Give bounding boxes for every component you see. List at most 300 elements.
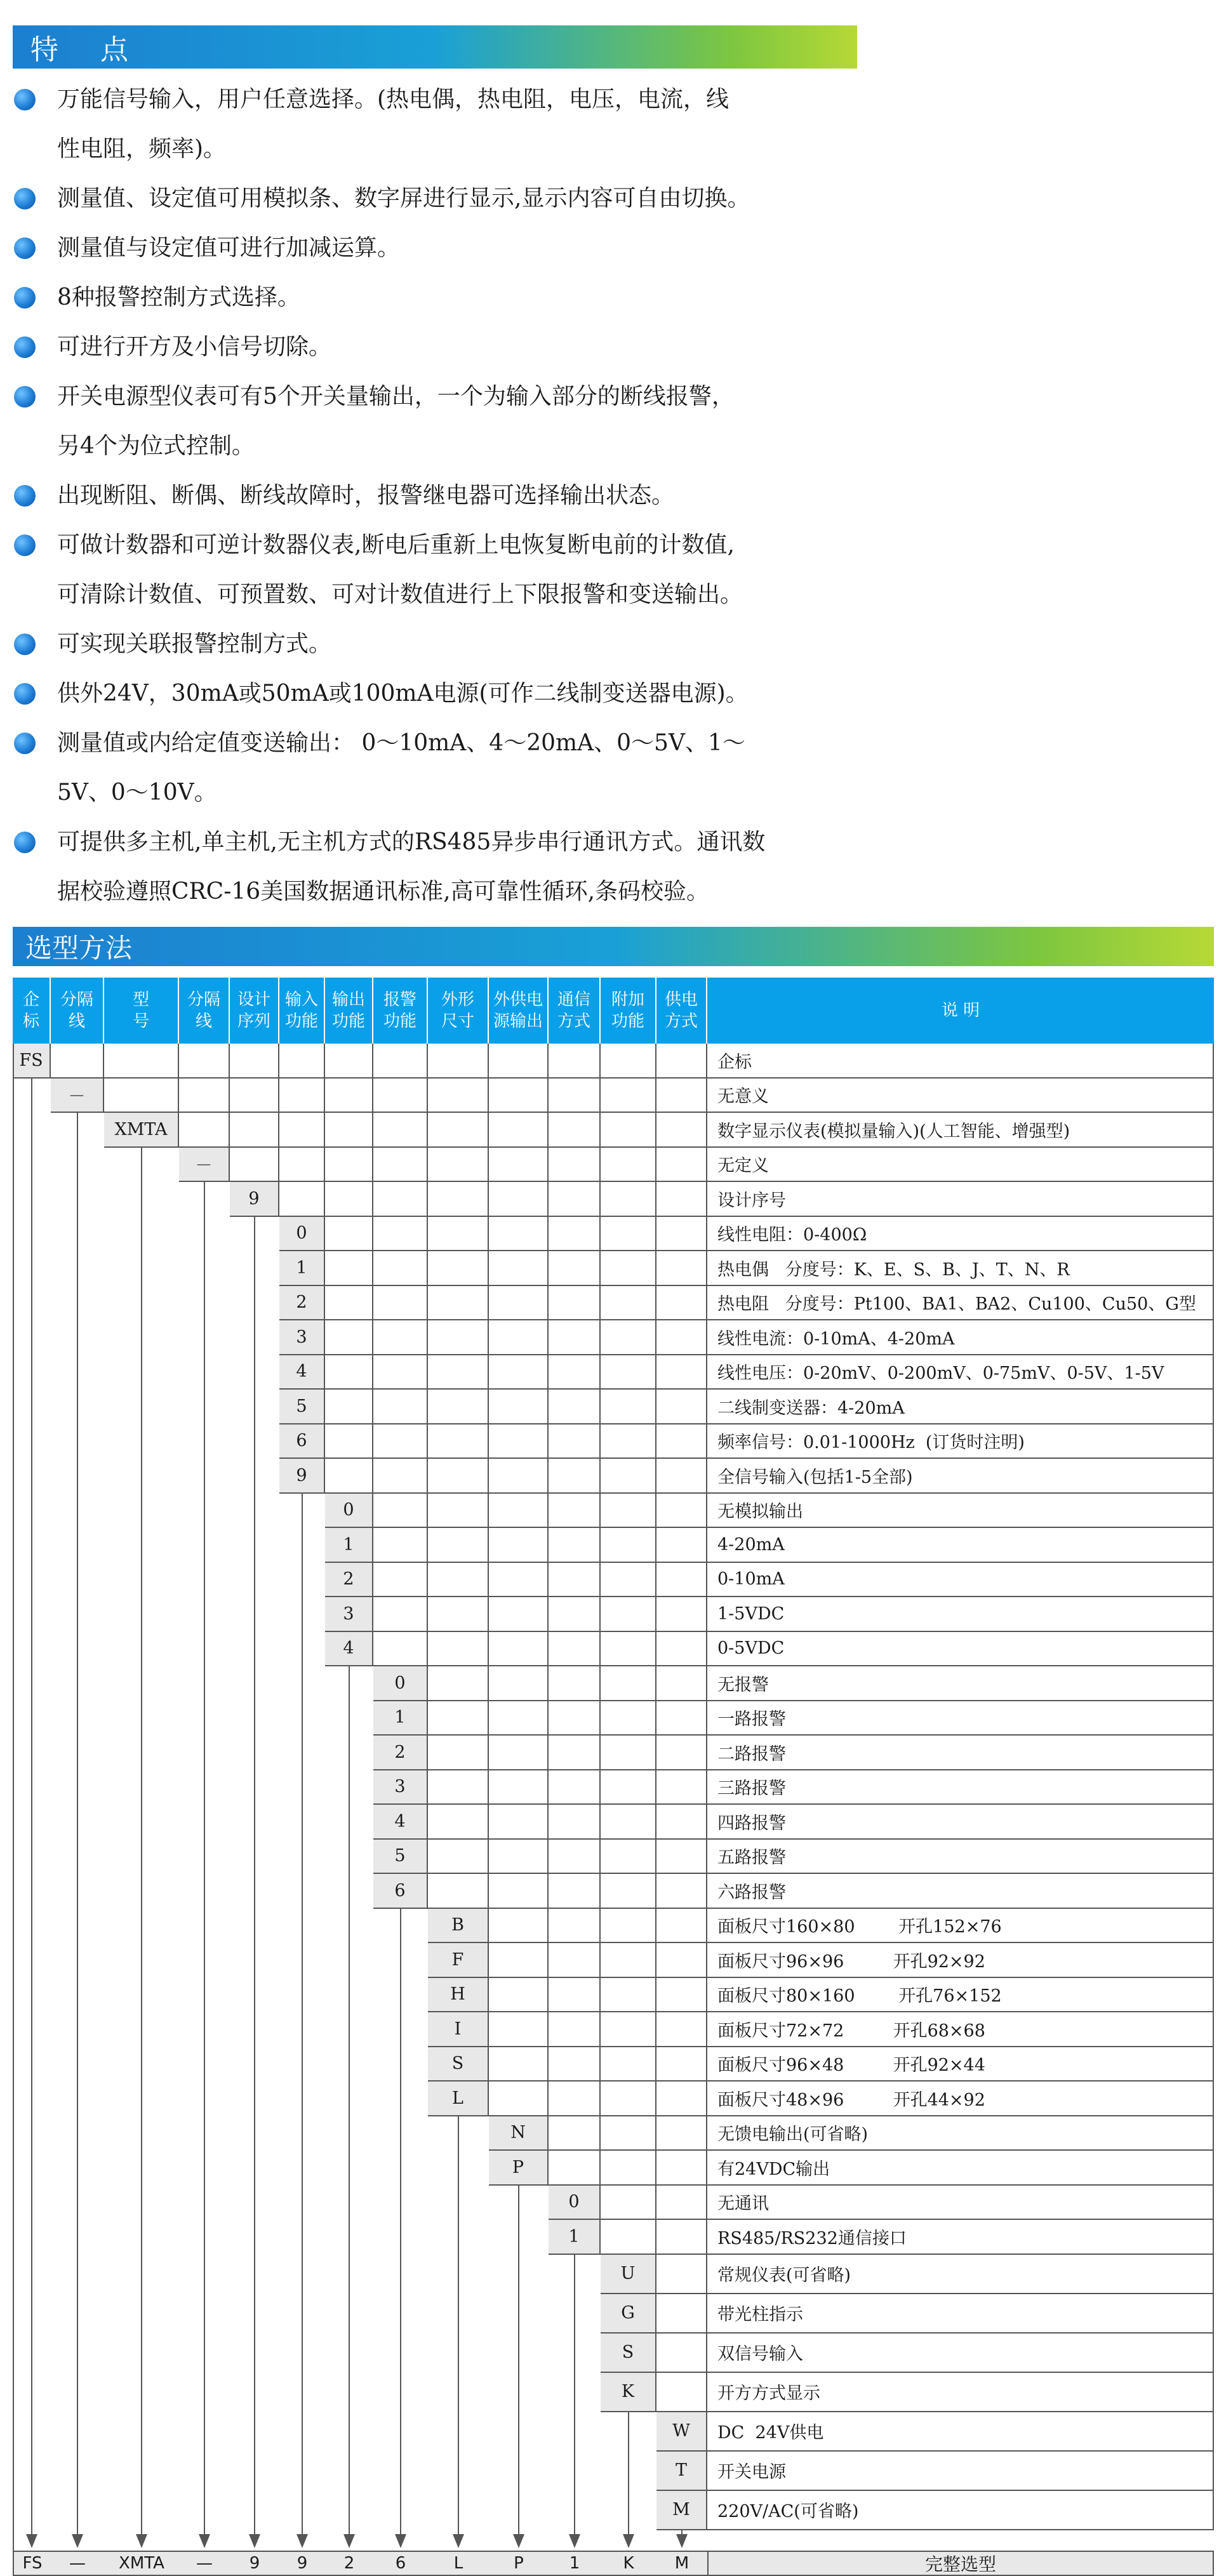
option-code: 3 bbox=[373, 1770, 428, 1805]
empty-cell bbox=[373, 1424, 428, 1459]
example-code: 9 bbox=[279, 2551, 325, 2576]
empty-cell bbox=[656, 1563, 707, 1598]
empty-cell bbox=[656, 2373, 707, 2412]
empty-cell bbox=[489, 1563, 549, 1598]
selection-header bbox=[13, 927, 1214, 966]
empty-cell bbox=[601, 2081, 656, 2116]
option-description: 面板尺寸80×160 开孔76×152 bbox=[707, 1978, 1214, 2013]
option-description: 无模拟输出 bbox=[707, 1494, 1214, 1529]
bullet-dot-icon bbox=[14, 683, 36, 705]
empty-cell bbox=[656, 1736, 707, 1770]
option-description: 面板尺寸96×48 开孔92×44 bbox=[707, 2047, 1214, 2082]
empty-cell bbox=[373, 1528, 428, 1563]
empty-cell bbox=[601, 1632, 656, 1667]
option-code: 5 bbox=[373, 1840, 428, 1875]
empty-cell bbox=[428, 1459, 489, 1494]
column-header-line: 分隔 bbox=[60, 990, 93, 1009]
empty-cell bbox=[428, 1701, 489, 1736]
example-code: 9 bbox=[230, 2551, 279, 2576]
empty-cell bbox=[601, 1148, 656, 1183]
empty-cell bbox=[428, 1424, 489, 1459]
column-header bbox=[179, 978, 230, 1044]
empty-cell bbox=[325, 1182, 373, 1217]
empty-cell bbox=[489, 1424, 549, 1459]
option-code: 3 bbox=[279, 1320, 325, 1355]
option-code: T bbox=[656, 2452, 707, 2491]
empty-cell bbox=[373, 1632, 428, 1667]
option-code: 0 bbox=[279, 1217, 325, 1252]
empty-cell bbox=[489, 1217, 549, 1252]
guide-line bbox=[628, 2412, 629, 2534]
option-code: 9 bbox=[279, 1459, 325, 1494]
empty-cell bbox=[656, 2047, 707, 2082]
empty-cell bbox=[489, 1251, 549, 1286]
option-code: N bbox=[489, 2116, 549, 2151]
option-code: 4 bbox=[325, 1632, 373, 1667]
empty-cell bbox=[428, 1666, 489, 1701]
empty-cell bbox=[549, 1286, 601, 1321]
feature-item bbox=[13, 273, 863, 322]
empty-cell bbox=[601, 2220, 656, 2255]
empty-cell bbox=[489, 1666, 549, 1701]
bullet-dot-icon bbox=[14, 188, 36, 209]
empty-cell bbox=[549, 1632, 601, 1667]
option-code: 0 bbox=[325, 1494, 373, 1529]
bullet-dot-icon bbox=[14, 336, 36, 358]
option-description: 0-5VDC bbox=[707, 1632, 1214, 1667]
empty-cell bbox=[549, 1909, 601, 1944]
empty-cell bbox=[549, 1217, 601, 1252]
arrow-down-icon bbox=[569, 2534, 580, 2548]
empty-cell bbox=[549, 2081, 601, 2116]
empty-cell bbox=[325, 1459, 373, 1494]
column-header bbox=[489, 978, 549, 1044]
empty-cell bbox=[373, 1494, 428, 1529]
option-code: K bbox=[601, 2373, 656, 2412]
option-code: G bbox=[601, 2294, 656, 2334]
empty-cell bbox=[489, 1978, 549, 2013]
empty-cell bbox=[656, 2081, 707, 2116]
empty-cell bbox=[373, 1113, 428, 1148]
empty-cell bbox=[373, 1355, 428, 1390]
empty-cell bbox=[428, 1286, 489, 1321]
column-header-line: 企 bbox=[22, 990, 39, 1009]
option-description: 热电偶 分度号：K、E、S、B、J、T、N、R bbox=[707, 1251, 1214, 1286]
option-code: W bbox=[656, 2412, 707, 2452]
empty-cell bbox=[230, 1044, 279, 1079]
example-code: XMTA bbox=[104, 2551, 179, 2576]
option-description: 开关电源 bbox=[707, 2452, 1214, 2491]
option-code: H bbox=[428, 1978, 489, 2013]
empty-cell bbox=[656, 1459, 707, 1494]
empty-cell bbox=[549, 1701, 601, 1736]
empty-cell bbox=[489, 1701, 549, 1736]
option-code: 4 bbox=[279, 1355, 325, 1390]
empty-cell bbox=[549, 1079, 601, 1113]
empty-cell bbox=[549, 2151, 601, 2186]
empty-cell bbox=[373, 1286, 428, 1321]
feature-text-line: 供外24V，30mA或50mA或100mA电源(可作二线制变送器电源)。 bbox=[57, 681, 749, 707]
empty-cell bbox=[549, 1390, 601, 1424]
option-description: 企标 bbox=[707, 1044, 1214, 1079]
empty-cell bbox=[428, 1044, 489, 1079]
feature-text-line: 据校验遵照CRC-16美国数据通讯标准,高可靠性循环,条码校验。 bbox=[57, 879, 710, 905]
empty-cell bbox=[601, 1840, 656, 1875]
option-code: U bbox=[601, 2255, 656, 2294]
guide-line bbox=[349, 1666, 350, 2534]
empty-cell bbox=[656, 1770, 707, 1805]
option-description: 二线制变送器：4-20mA bbox=[707, 1390, 1214, 1424]
example-code: M bbox=[656, 2551, 707, 2576]
selection-table bbox=[13, 978, 1214, 2575]
column-header-line: 序列 bbox=[237, 1012, 270, 1031]
empty-cell bbox=[230, 1148, 279, 1183]
option-description: 设计序号 bbox=[707, 1182, 1214, 1217]
empty-cell bbox=[549, 1978, 601, 2013]
option-description: 无意义 bbox=[707, 1079, 1214, 1113]
feature-item bbox=[13, 620, 863, 669]
option-code: 2 bbox=[325, 1563, 373, 1598]
option-description: 4-20mA bbox=[707, 1528, 1214, 1563]
empty-cell bbox=[373, 1563, 428, 1598]
empty-cell bbox=[656, 1251, 707, 1286]
option-description: 热电阻 分度号：Pt100、BA1、BA2、Cu100、Cu50、G型 bbox=[707, 1286, 1214, 1321]
example-code: 2 bbox=[325, 2551, 373, 2576]
column-header bbox=[373, 978, 428, 1044]
column-header bbox=[279, 978, 325, 1044]
empty-cell bbox=[104, 1044, 179, 1079]
option-code: 0 bbox=[373, 1666, 428, 1701]
empty-cell bbox=[489, 1909, 549, 1944]
option-code: P bbox=[489, 2151, 549, 2186]
column-header-line: 尺寸 bbox=[441, 1012, 474, 1031]
empty-cell bbox=[489, 1494, 549, 1529]
arrow-down-icon bbox=[343, 2534, 355, 2548]
column-header-line: 输入 bbox=[284, 990, 318, 1009]
empty-cell bbox=[104, 1079, 179, 1113]
option-code: － bbox=[179, 1148, 230, 1183]
empty-cell bbox=[428, 1597, 489, 1632]
empty-cell bbox=[279, 1182, 325, 1217]
empty-cell bbox=[325, 1044, 373, 1079]
empty-cell bbox=[656, 1355, 707, 1390]
empty-cell bbox=[601, 1701, 656, 1736]
empty-cell bbox=[325, 1355, 373, 1390]
empty-cell bbox=[373, 1390, 428, 1424]
option-description: 0-10mA bbox=[707, 1563, 1214, 1598]
empty-cell bbox=[656, 1390, 707, 1424]
column-header bbox=[230, 978, 279, 1044]
empty-cell bbox=[601, 1424, 656, 1459]
empty-cell bbox=[428, 1251, 489, 1286]
empty-cell bbox=[489, 1390, 549, 1424]
empty-cell bbox=[373, 1459, 428, 1494]
example-code: 1 bbox=[549, 2551, 601, 2576]
feature-text-line: 测量值、设定值可用模拟条、数字屏进行显示,显示内容可自由切换。 bbox=[57, 185, 750, 211]
feature-item bbox=[13, 521, 863, 620]
bullet-dot-icon bbox=[14, 485, 36, 507]
option-description: 二路报警 bbox=[707, 1736, 1214, 1770]
option-code: FS bbox=[13, 1044, 51, 1079]
arrow-down-icon bbox=[26, 2534, 37, 2548]
empty-cell bbox=[601, 1355, 656, 1390]
feature-item bbox=[13, 372, 863, 471]
features-list bbox=[13, 75, 863, 917]
option-description: 六路报警 bbox=[707, 1874, 1214, 1909]
bullet-dot-icon bbox=[14, 89, 36, 110]
guide-line bbox=[141, 1148, 142, 2534]
column-header-line: 源输出 bbox=[493, 1012, 543, 1031]
example-code: 6 bbox=[373, 2551, 428, 2576]
option-description: 面板尺寸48×96 开孔44×92 bbox=[707, 2081, 1214, 2116]
column-header-line: 功能 bbox=[284, 1012, 318, 1031]
empty-cell bbox=[489, 1770, 549, 1805]
empty-cell bbox=[489, 1943, 549, 1978]
column-header bbox=[51, 978, 104, 1044]
empty-cell bbox=[549, 1770, 601, 1805]
empty-cell bbox=[656, 1840, 707, 1875]
empty-cell bbox=[656, 1528, 707, 1563]
option-description: 双信号输入 bbox=[707, 2334, 1214, 2373]
empty-cell bbox=[656, 1805, 707, 1840]
empty-cell bbox=[51, 1044, 104, 1079]
example-code: — bbox=[51, 2551, 104, 2576]
option-description: 三路报警 bbox=[707, 1770, 1214, 1805]
option-code: 1 bbox=[549, 2220, 601, 2255]
empty-cell bbox=[601, 2012, 656, 2047]
empty-cell bbox=[601, 1874, 656, 1909]
feature-text-line: 开关电源型仪表可有5个开关量输出，一个为输入部分的断线报警， bbox=[57, 383, 735, 409]
column-header-line: 线 bbox=[195, 1012, 212, 1031]
empty-cell bbox=[489, 1355, 549, 1390]
empty-cell bbox=[601, 1390, 656, 1424]
empty-cell bbox=[325, 1079, 373, 1113]
empty-cell bbox=[325, 1251, 373, 1286]
empty-cell bbox=[549, 1943, 601, 1978]
option-description: 五路报警 bbox=[707, 1840, 1214, 1875]
arrow-down-icon bbox=[72, 2534, 83, 2548]
empty-cell bbox=[489, 1597, 549, 1632]
empty-cell bbox=[601, 1217, 656, 1252]
empty-cell bbox=[656, 1632, 707, 1667]
option-description: 面板尺寸96×96 开孔92×92 bbox=[707, 1943, 1214, 1978]
empty-cell bbox=[489, 1079, 549, 1113]
arrow-down-icon bbox=[453, 2534, 464, 2548]
feature-item bbox=[13, 174, 863, 223]
arrow-down-icon bbox=[199, 2534, 210, 2548]
feature-text-line: 可实现关联报警控制方式。 bbox=[57, 631, 332, 657]
empty-cell bbox=[656, 1320, 707, 1355]
option-code: B bbox=[428, 1909, 489, 1944]
bullet-dot-icon bbox=[14, 832, 36, 853]
empty-cell bbox=[656, 1113, 707, 1148]
empty-cell bbox=[489, 1320, 549, 1355]
column-header bbox=[656, 978, 707, 1044]
empty-cell bbox=[428, 1563, 489, 1598]
empty-cell bbox=[549, 1355, 601, 1390]
empty-cell bbox=[279, 1148, 325, 1183]
feature-text-line: 性电阻，频率)。 bbox=[57, 136, 227, 162]
empty-cell bbox=[489, 1459, 549, 1494]
column-header-line: 方式 bbox=[557, 1012, 590, 1031]
empty-cell bbox=[428, 1148, 489, 1183]
features-title: 特 点 bbox=[30, 34, 145, 66]
empty-cell bbox=[549, 1840, 601, 1875]
feature-item bbox=[13, 719, 863, 818]
option-code: 6 bbox=[373, 1874, 428, 1909]
option-description: 220V/AC(可省略) bbox=[707, 2491, 1214, 2530]
option-code: 9 bbox=[230, 1182, 279, 1217]
column-header-line: 方式 bbox=[664, 1012, 698, 1031]
option-description: 四路报警 bbox=[707, 1805, 1214, 1840]
empty-cell bbox=[325, 1113, 373, 1148]
option-code: L bbox=[428, 2081, 489, 2116]
description-header: 说 明 bbox=[707, 978, 1214, 1044]
empty-cell bbox=[601, 1113, 656, 1148]
empty-cell bbox=[549, 1320, 601, 1355]
option-code: 6 bbox=[279, 1424, 325, 1459]
column-header-line: 外形 bbox=[441, 990, 474, 1009]
empty-cell bbox=[656, 1044, 707, 1079]
column-header bbox=[428, 978, 489, 1044]
empty-cell bbox=[601, 1909, 656, 1944]
empty-cell bbox=[325, 1148, 373, 1183]
arrow-down-icon bbox=[623, 2534, 634, 2548]
empty-cell bbox=[601, 1563, 656, 1598]
example-code: K bbox=[601, 2551, 656, 2576]
option-description: 面板尺寸72×72 开孔68×68 bbox=[707, 2012, 1214, 2047]
empty-cell bbox=[489, 1148, 549, 1183]
empty-cell bbox=[601, 1182, 656, 1217]
empty-cell bbox=[549, 2012, 601, 2047]
option-description: RS485/RS232通信接口 bbox=[707, 2220, 1214, 2255]
empty-cell bbox=[601, 1597, 656, 1632]
empty-cell bbox=[428, 1320, 489, 1355]
option-description: 带光柱指示 bbox=[707, 2294, 1214, 2334]
column-header-line: 标 bbox=[22, 1012, 39, 1031]
empty-cell bbox=[489, 2081, 549, 2116]
option-description: 无通讯 bbox=[707, 2186, 1214, 2221]
option-description: 无定义 bbox=[707, 1148, 1214, 1183]
empty-cell bbox=[656, 1909, 707, 1944]
empty-cell bbox=[656, 2220, 707, 2255]
option-code: 1 bbox=[325, 1528, 373, 1563]
empty-cell bbox=[489, 1182, 549, 1217]
column-header-line: 设计 bbox=[237, 990, 270, 1009]
selection-title: 选型方法 bbox=[25, 933, 133, 964]
empty-cell bbox=[656, 1079, 707, 1113]
option-description: 无馈电输出(可省略) bbox=[707, 2116, 1214, 2151]
empty-cell bbox=[549, 1182, 601, 1217]
empty-cell bbox=[373, 1148, 428, 1183]
empty-cell bbox=[279, 1113, 325, 1148]
empty-cell bbox=[656, 1424, 707, 1459]
empty-cell bbox=[601, 1528, 656, 1563]
feature-text-line: 出现断阻、断偶、断线故障时，报警继电器可选择输出状态。 bbox=[57, 482, 675, 508]
empty-cell bbox=[373, 1217, 428, 1252]
column-header-line: 号 bbox=[132, 1012, 149, 1031]
column-header-line: 功能 bbox=[611, 1012, 644, 1031]
empty-cell bbox=[373, 1597, 428, 1632]
empty-cell bbox=[428, 1355, 489, 1390]
empty-cell bbox=[549, 1563, 601, 1598]
column-header-line: 通信 bbox=[557, 990, 590, 1009]
empty-cell bbox=[601, 1736, 656, 1770]
empty-cell bbox=[489, 1874, 549, 1909]
option-description: 面板尺寸160×80 开孔152×76 bbox=[707, 1909, 1214, 1944]
example-code: L bbox=[428, 2551, 489, 2576]
feature-text-line: 可进行开方及小信号切除。 bbox=[57, 334, 332, 360]
column-header-line: 线 bbox=[68, 1012, 85, 1031]
empty-cell bbox=[179, 1113, 230, 1148]
empty-cell bbox=[489, 1736, 549, 1770]
guide-line bbox=[31, 1079, 32, 2534]
features-header bbox=[13, 25, 857, 69]
option-code: 3 bbox=[325, 1597, 373, 1632]
feature-text-line: 可做计数器和可逆计数器仪表,断电后重新上电恢复断电前的计数值, bbox=[57, 532, 735, 558]
empty-cell bbox=[656, 1494, 707, 1529]
empty-cell bbox=[601, 1943, 656, 1978]
feature-text-line: 万能信号输入，用户任意选择。(热电偶，热电阻，电压，电流，线 bbox=[57, 86, 729, 112]
empty-cell bbox=[373, 1320, 428, 1355]
empty-cell bbox=[601, 1286, 656, 1321]
empty-cell bbox=[656, 2294, 707, 2334]
empty-cell bbox=[373, 1079, 428, 1113]
empty-cell bbox=[428, 1874, 489, 1909]
empty-cell bbox=[601, 2047, 656, 2082]
table-left-border bbox=[13, 1044, 14, 2551]
empty-cell bbox=[656, 2116, 707, 2151]
option-description: 无报警 bbox=[707, 1666, 1214, 1701]
empty-cell bbox=[549, 1113, 601, 1148]
empty-cell bbox=[656, 2151, 707, 2186]
guide-line bbox=[254, 1217, 255, 2534]
empty-cell bbox=[230, 1113, 279, 1148]
arrow-down-icon bbox=[676, 2534, 688, 2548]
column-header-line: 功能 bbox=[331, 1012, 365, 1031]
bullet-dot-icon bbox=[14, 386, 36, 408]
bullet-dot-icon bbox=[14, 237, 36, 259]
column-header-line: 附加 bbox=[611, 990, 644, 1009]
empty-cell bbox=[656, 2334, 707, 2373]
feature-text-line: 另4个为位式控制。 bbox=[57, 433, 255, 459]
empty-cell bbox=[549, 1251, 601, 1286]
feature-item bbox=[13, 471, 863, 521]
example-code: P bbox=[489, 2551, 549, 2576]
option-description: 频率信号：0.01-1000Hz (订货时注明) bbox=[707, 1424, 1214, 1459]
empty-cell bbox=[325, 1320, 373, 1355]
option-description: 全信号输入(包括1-5全部) bbox=[707, 1459, 1214, 1494]
empty-cell bbox=[230, 1079, 279, 1113]
feature-text-line: 5V、0～10V。 bbox=[57, 780, 217, 806]
empty-cell bbox=[489, 1528, 549, 1563]
option-code: 0 bbox=[549, 2186, 601, 2221]
option-code: I bbox=[428, 2012, 489, 2047]
empty-cell bbox=[489, 2047, 549, 2082]
empty-cell bbox=[489, 1044, 549, 1079]
empty-cell bbox=[549, 1148, 601, 1183]
empty-cell bbox=[656, 1286, 707, 1321]
empty-cell bbox=[428, 1805, 489, 1840]
arrow-down-icon bbox=[395, 2534, 406, 2548]
empty-cell bbox=[601, 1251, 656, 1286]
option-code: 1 bbox=[279, 1251, 325, 1286]
empty-cell bbox=[601, 1079, 656, 1113]
feature-text-line: 测量值与设定值可进行加减运算。 bbox=[57, 235, 401, 261]
empty-cell bbox=[601, 1320, 656, 1355]
empty-cell bbox=[656, 1874, 707, 1909]
empty-cell bbox=[428, 1528, 489, 1563]
